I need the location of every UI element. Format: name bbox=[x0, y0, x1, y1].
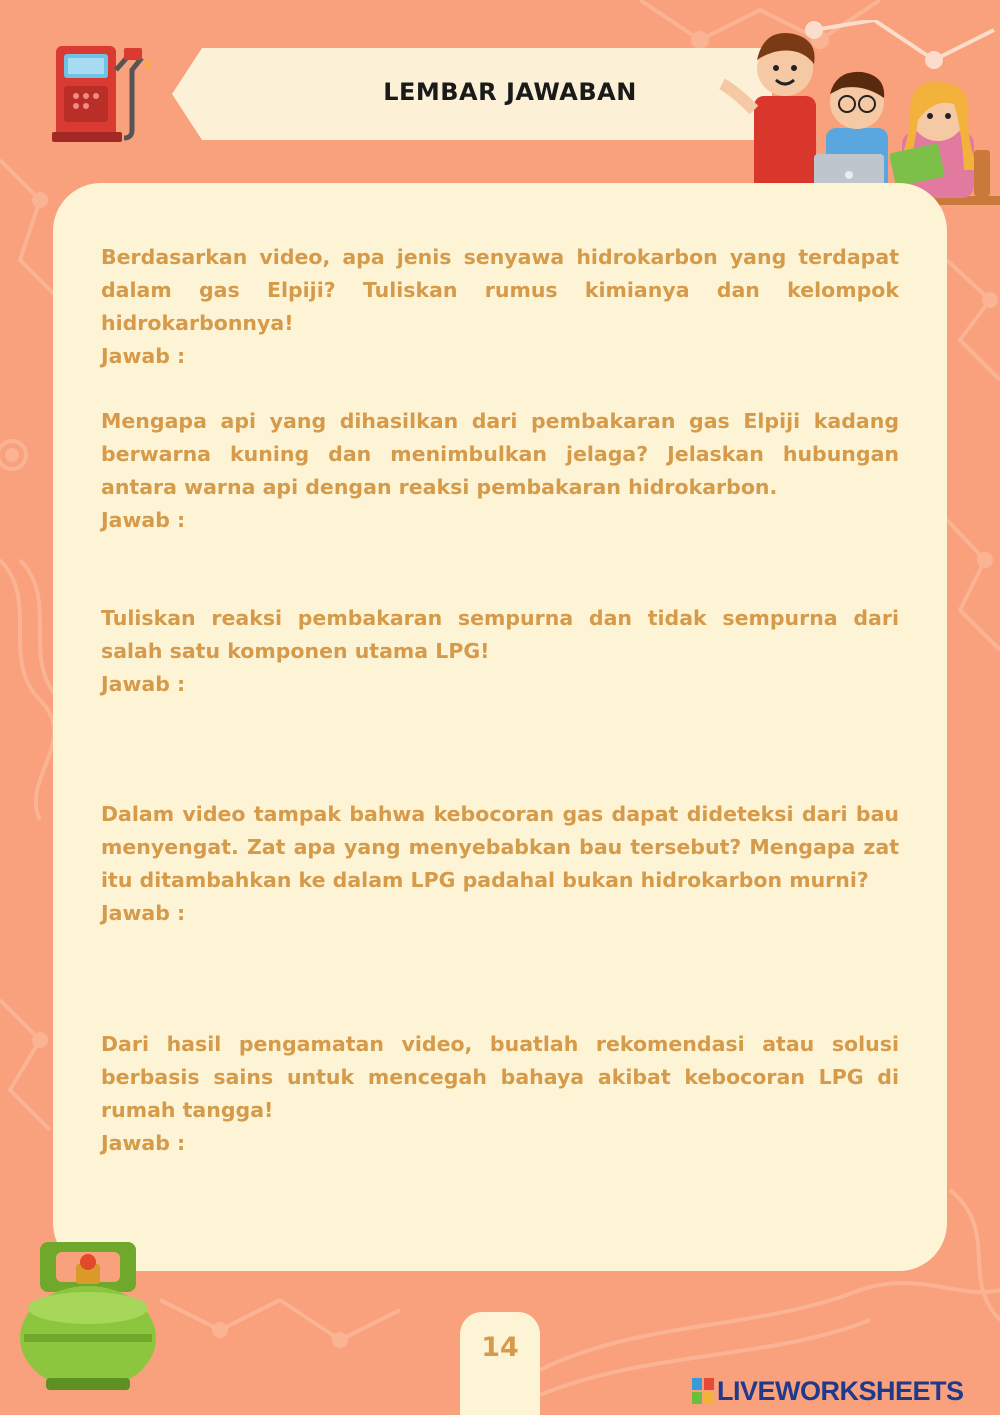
question-1 bbox=[101, 241, 899, 373]
gas-pump-icon bbox=[50, 40, 155, 145]
students-illustration bbox=[714, 20, 1000, 205]
question-5-text: Dari hasil pengamatan video, buatlah rekomendasi atau solusi berbasis sains untuk mencegah bahaya akibat kebocoran LPG di rumah tangga! bbox=[101, 1032, 899, 1122]
question-2-text: Mengapa api yang dihasilkan dari pembakaran gas Elpiji kadang berwarna kuning dan menimbulkan jelaga? Jelaskan hubungan antara warna api dengan reaksi pembakaran hidrokarbon. bbox=[101, 409, 899, 499]
liveworksheets-logo[interactable] bbox=[692, 1374, 964, 1408]
question-4-text: Dalam video tampak bahwa kebocoran gas dapat dideteksi dari bau menyengat. Zat apa yang menyebabkan bau tersebut? Mengapa zat itu ditambahkan ke dalam LPG padahal bukan hidrokarbon murni? bbox=[101, 802, 899, 892]
lpg-tank-icon bbox=[16, 1238, 161, 1393]
question-2 bbox=[101, 405, 899, 537]
brand-name: LIVEWORKSHEETS bbox=[717, 1375, 964, 1406]
page-number: 14 bbox=[481, 1332, 519, 1363]
question-4-answer-label: Jawab : bbox=[101, 901, 186, 925]
question-3-answer-label: Jawab : bbox=[101, 672, 186, 696]
question-5-answer-label: Jawab : bbox=[101, 1131, 186, 1155]
question-3 bbox=[101, 602, 899, 701]
page-title: LEMBAR JAWABAN bbox=[383, 78, 637, 106]
question-5 bbox=[101, 1028, 899, 1160]
question-3-text: Tuliskan reaksi pembakaran sempurna dan tidak sempurna dari salah satu komponen utama LPG! bbox=[101, 606, 899, 663]
question-1-answer-label: Jawab : bbox=[101, 344, 186, 368]
question-2-answer-label: Jawab : bbox=[101, 508, 186, 532]
question-1-text: Berdasarkan video, apa jenis senyawa hidrokarbon yang terdapat dalam gas Elpiji? Tuliskan rumus kimianya dan kelompok hidrokarbonnya! bbox=[101, 245, 899, 335]
page-number-tab bbox=[460, 1312, 540, 1415]
question-4 bbox=[101, 798, 899, 930]
liveworksheets-logo-icon bbox=[692, 1378, 714, 1404]
